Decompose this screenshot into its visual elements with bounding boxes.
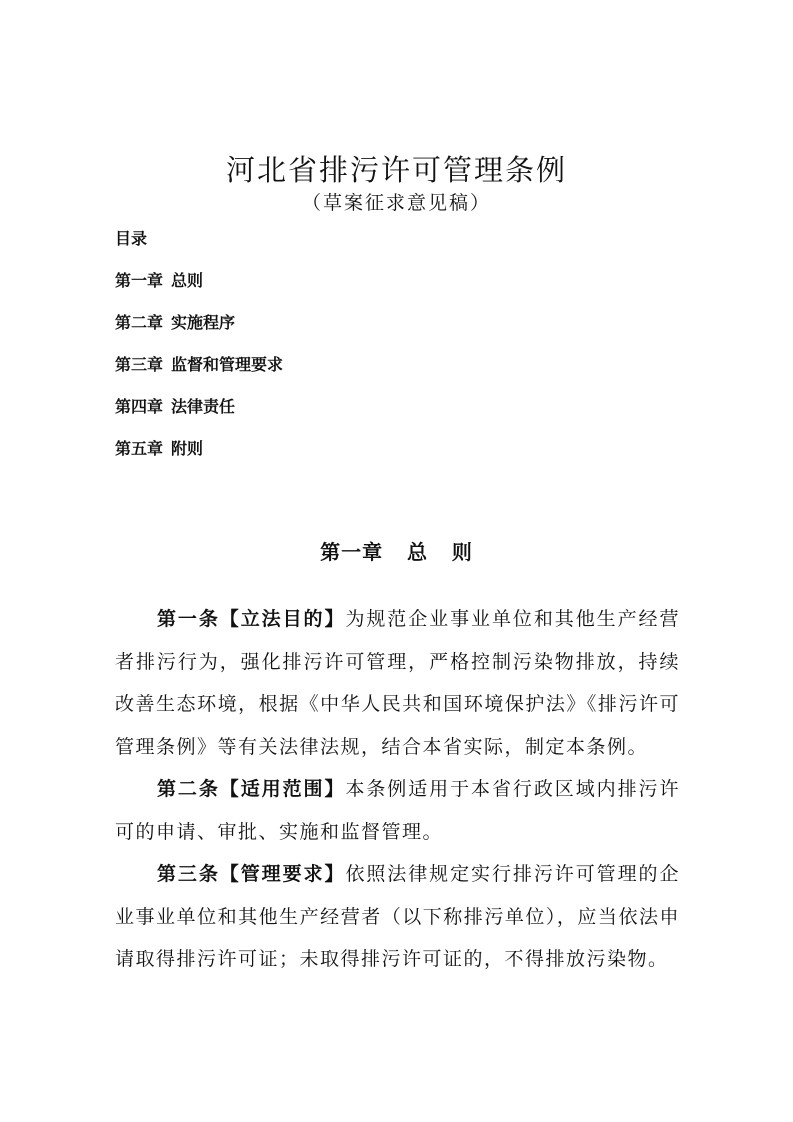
toc-list bbox=[115, 266, 715, 464]
toc-item-chapter-3[interactable] bbox=[115, 350, 715, 380]
article-paragraph bbox=[115, 598, 680, 768]
toc-heading: 目录 bbox=[115, 229, 148, 248]
toc-item-title: 附则 bbox=[171, 439, 204, 458]
toc-item-chapter-4[interactable] bbox=[115, 392, 715, 422]
table-of-contents bbox=[115, 224, 715, 464]
article-label: 第二条【适用范围】 bbox=[157, 778, 346, 800]
article-text: 为规范企业事业单位和其他生产经营者排污行为，强化排污许可管理，严格控制污染物排放，持续改善生态环境，根据《中华人民共和国环境保护法》《排污许可管理条例》等有关法律法规，结合本省实际，制定本条例。 bbox=[115, 608, 680, 758]
toc-item-chapter-1[interactable] bbox=[115, 266, 715, 296]
toc-item-number: 第二章 bbox=[115, 313, 164, 332]
toc-item-title: 法律责任 bbox=[171, 397, 236, 416]
article-text: 本条例适用于本省行政区域内排污许可的申请、审批、实施和监督管理。 bbox=[115, 778, 680, 843]
chapter-title: 第一章 总 则 bbox=[320, 539, 473, 564]
toc-item-title: 总则 bbox=[171, 271, 204, 290]
toc-item-number: 第四章 bbox=[115, 397, 164, 416]
toc-item-number: 第五章 bbox=[115, 439, 164, 458]
toc-item-number: 第一章 bbox=[115, 271, 164, 290]
article-text: 依照法律规定实行排污许可管理的企业事业单位和其他生产经营者（以下称排污单位），应当依法申请取得排污许可证；未取得排污许可证的，不得排放污染物。 bbox=[115, 863, 680, 970]
article-paragraph bbox=[115, 853, 680, 981]
toc-item-chapter-5[interactable] bbox=[115, 434, 715, 464]
article-label: 第三条【管理要求】 bbox=[157, 863, 346, 885]
toc-item-chapter-2[interactable] bbox=[115, 308, 715, 338]
toc-item-title: 实施程序 bbox=[171, 313, 236, 332]
toc-item-number: 第三章 bbox=[115, 355, 164, 374]
document-subtitle: （草案征求意见稿） bbox=[301, 192, 491, 214]
document-title: 河北省排污许可管理条例 bbox=[225, 153, 567, 187]
article-paragraph bbox=[115, 768, 680, 853]
chapter-body bbox=[115, 598, 680, 981]
article-label: 第一条【立法目的】 bbox=[157, 608, 346, 630]
toc-item-title: 监督和管理要求 bbox=[171, 355, 284, 374]
